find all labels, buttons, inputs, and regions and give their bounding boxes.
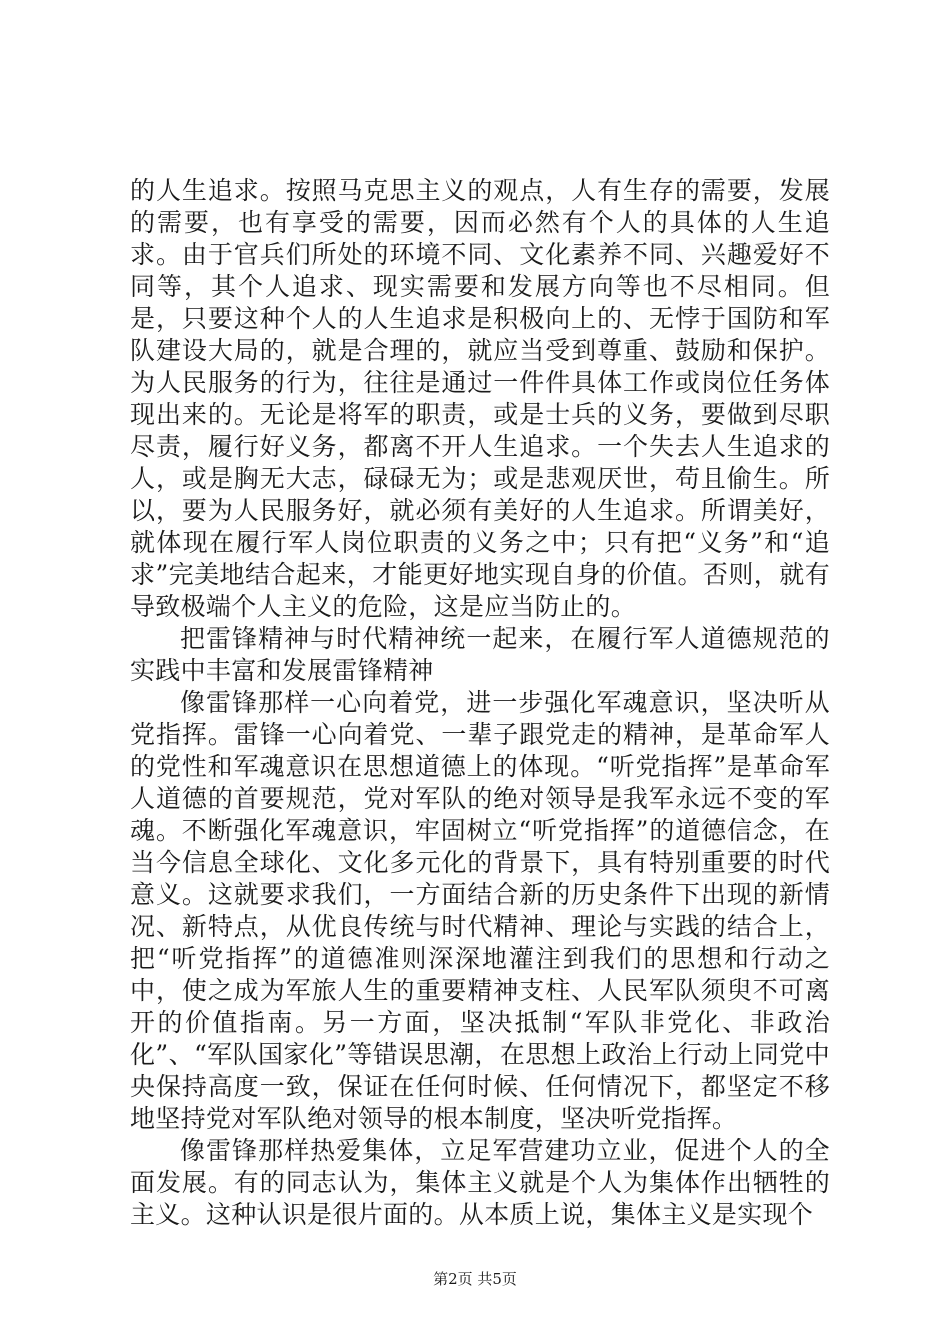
paragraph-2-heading: 把雷锋精神与时代精神统一起来，在履行军人道德规范的实践中丰富和发展雷锋精神 — [130, 624, 830, 685]
body-text — [130, 175, 830, 1231]
paragraph-1: 的人生追求。按照马克思主义的观点，人有生存的需要，发展的需要，也有享受的需要，因而必然有个人的具体的人生追求。由于官兵们所处的环境不同、文化素养不同、兴趣爱好不同等，其个人追求、现实需要和发展方向等也不尽相同。但是，只要这种个人的人生追求是积极向上的、无悖于国防和军队建设大局的，就是合理的，就应当受到尊重、鼓励和保护。为人民服务的行为，往往是通过一件件具体工作或岗位任务体现出来的。无论是将军的职责，或是士兵的义务，要做到尽职尽责，履行好义务，都离不开人生追求。一个失去人生追求的人，或是胸无大志，碌碌无为；或是悲观厌世，苟且偷生。所以，要为人民服务好，就必须有美好的人生追求。所谓美好，就体现在履行军人岗位职责的义务之中；只有把“义务”和“追求”完美地结合起来，才能更好地实现自身的价值。否则，就有导致极端个人主义的危险，这是应当防止的。 — [130, 176, 830, 621]
page-number-footer: 第2页 共5页 — [433, 1270, 517, 1288]
paragraph-4: 像雷锋那样热爱集体，立足军营建功立业，促进个人的全面发展。有的同志认为，集体主义就是个人为集体作出牺牲的主义。这种认识是很片面的。从本质上说，集体主义是实现个 — [130, 1136, 830, 1229]
paragraph-3: 像雷锋那样一心向着党，进一步强化军魂意识，坚决听从党指挥。雷锋一心向着党、一辈子跟党走的精神，是革命军人的党性和军魂意识在思想道德上的体现。“听党指挥”是革命军人道德的首要规范，党对军队的绝对领导是我军永远不变的军魂。不断强化军魂意识，牢固树立“听党指挥”的道德信念，在当今信息全球化、文化多元化的背景下，具有特别重要的时代意义。这就要求我们，一方面结合新的历史条件下出现的新情况、新特点，从优良传统与时代精神、理论与实践的结合上，把“听党指挥”的道德准则深深地灌注到我们的思想和行动之中，使之成为军旅人生的重要精神支柱、人民军队须臾不可离开的价值指南。另一方面，坚决抵制“军队非党化、非政治化”、“军队国家化”等错误思潮，在思想上政治上行动上同党中央保持高度一致，保证在任何时候、任何情况下，都坚定不移地坚持党对军队绝对领导的根本制度，坚决听党指挥。 — [130, 688, 830, 1133]
